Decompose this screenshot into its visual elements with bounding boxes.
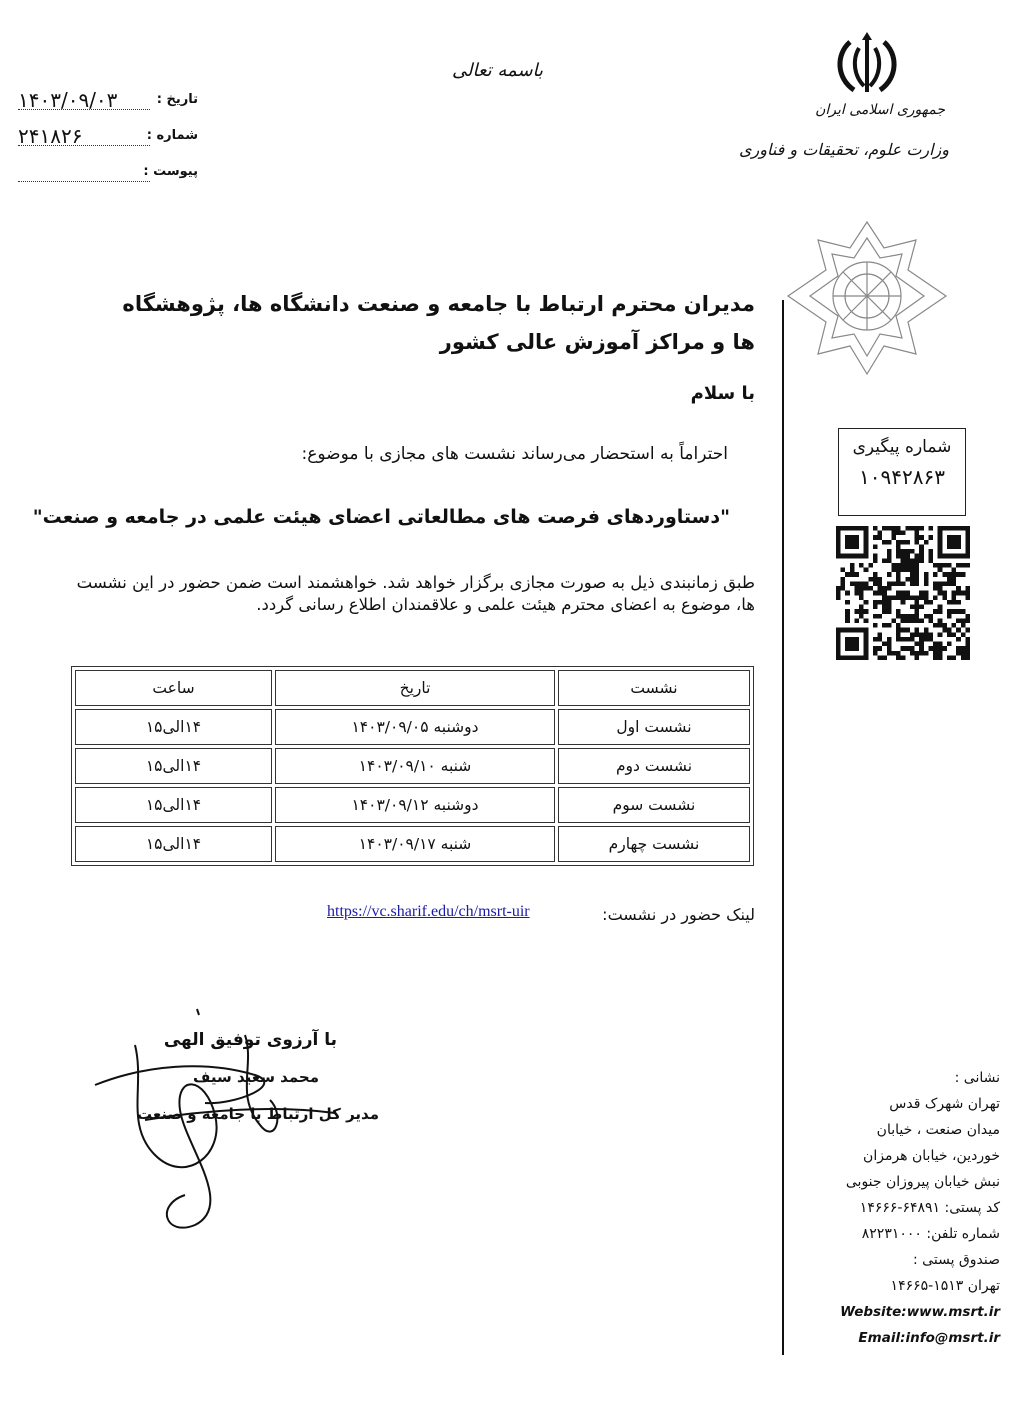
header-date: تاریخ [275,670,555,706]
cell-date: شنبه ۱۴۰۳/۰۹/۱۷ [275,826,555,862]
table-row [75,826,750,862]
tracking-number: ۱۰۹۴۲۸۶۳ [859,465,945,489]
date-underline [18,109,150,110]
number-label: شماره : [146,128,198,143]
signatory-position: مدیر کل ارتباط با جامعه و صنعت [137,1105,379,1123]
address-block [818,1065,1000,1351]
cell-date: دوشنبه ۱۴۰۳/۰۹/۱۲ [275,787,555,823]
table-row [75,748,750,784]
body-paragraph: طبق زمانبندی ذیل به صورت مجازی برگزار خواهد شد. خواهشمند است ضمن حضور در این نشست ها، موضوع به اعضای محترم هیئت علمی و علاقمندان اطلاع رسانی گردد. [76,573,755,614]
cell-date: شنبه ۱۴۰۳/۰۹/۱۰ [275,748,555,784]
tracking-box [838,428,966,516]
meeting-link[interactable]: https://vc.sharif.edu/ch/msrt-uir [327,903,530,920]
ornament-icon [784,218,950,378]
signature-closing: با آرزوی توفیق الهی [163,1030,337,1050]
address-line: تهران شهرک قدس [889,1096,1000,1112]
address-line: کد پستی: ۶۴۸۹۱-۱۴۶۶۶ [859,1200,1000,1216]
number-underline [18,145,150,146]
address-line: تهران ۱۵۱۳-۱۴۶۶۵ [890,1278,1000,1294]
date-value: ۱۴۰۳/۰۹/۰۳ [18,88,118,112]
cell-time: ۱۴الی۱۵ [75,826,272,862]
qr-code[interactable] [836,526,970,660]
intro-sentence: احتراماً به استحضار می‌رساند نشست های مجازی با موضوع: [301,444,728,464]
attachment-underline [18,181,150,182]
cell-session: نشست سوم [558,787,750,823]
cell-session: نشست دوم [558,748,750,784]
table-row [75,709,750,745]
vertical-divider [782,300,784,1355]
address-line: خوردین، خیابان هرمزان [863,1148,1000,1164]
addressee-title: مدیران محترم ارتباط با جامعه و صنعت دانشگاه ها، پژوهشگاه ها و مراکز آموزش عالی کشور [122,292,755,354]
address-line: میدان صنعت ، خیابان [876,1122,1000,1138]
header-time: ساعت [75,670,272,706]
greeting: با سلام [690,383,755,404]
table-header-row [75,670,750,706]
subject-line: "دستاوردهای فرصت های مطالعاتی اعضای هیئت علمی در جامعه و صنعت" [32,506,730,528]
date-row [18,88,198,114]
address-line: نشانی : [954,1070,1000,1086]
table-row [75,787,750,823]
cell-session: نشست چهارم [558,826,750,862]
header-session: نشست [558,670,750,706]
ministry-line-2: وزارت علوم، تحقیقات و فناوری [739,140,949,159]
address-line: صندوق پستی : [913,1252,1000,1268]
cell-date: دوشنبه ۱۴۰۳/۰۹/۰۵ [275,709,555,745]
iran-emblem-icon [832,30,902,100]
email-text[interactable]: Email:info@msrt.ir [858,1330,1000,1346]
address-line: نبش خیابان پیروزان جنوبی [845,1174,1000,1190]
attachment-row [18,160,198,186]
attachment-label: پیوست : [143,164,198,179]
cell-time: ۱۴الی۱۵ [75,709,272,745]
cell-time: ۱۴الی۱۵ [75,748,272,784]
number-value: ۲۴۱۸۲۶ [18,124,83,148]
cell-session: نشست اول [558,709,750,745]
besmeh-heading: باسمه تعالی [452,60,544,81]
link-label: لینک حضور در نشست: [602,905,755,924]
date-label: تاریخ : [156,92,198,107]
schedule-table [71,666,754,866]
address-line: شماره تلفن: ۸۲۲۳۱۰۰۰ [861,1226,1000,1242]
signatory-name: محمد سعید سیف [192,1068,319,1086]
website-text[interactable]: Website:www.msrt.ir [840,1304,1000,1320]
cell-time: ۱۴الی۱۵ [75,787,272,823]
ministry-line-1: جمهوری اسلامی ایران [815,102,945,118]
tracking-label: شماره پیگیری [852,437,952,457]
number-row [18,124,198,150]
